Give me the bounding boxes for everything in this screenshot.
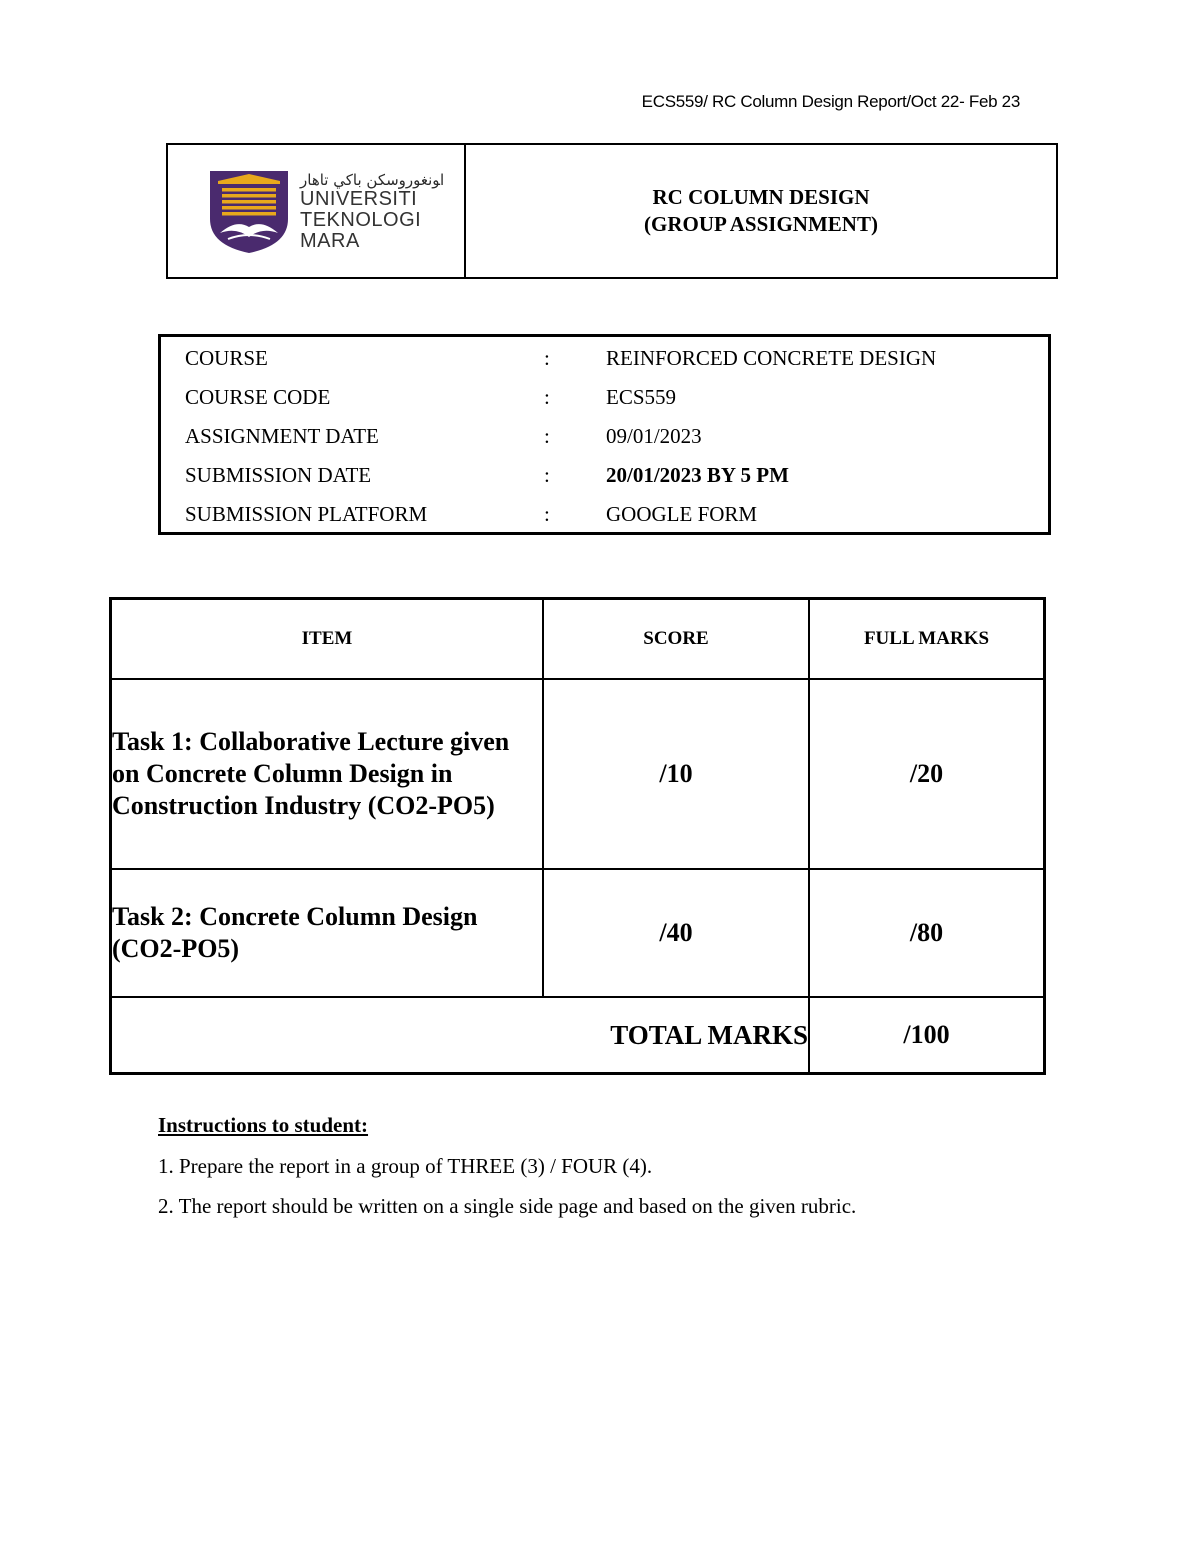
title-block <box>166 143 1058 279</box>
heading-line-1: RC COLUMN DESIGN <box>652 185 870 209</box>
logo-line-1: UNIVERSITI <box>300 187 418 210</box>
column-header-item: ITEM <box>111 599 544 680</box>
logo-cell <box>168 145 466 277</box>
instructions-section <box>158 1110 856 1231</box>
running-header: ECS559/ RC Column Design Report/Oct 22- Feb 23 <box>641 92 1020 111</box>
logo-line-3: MARA <box>300 229 360 252</box>
total-marks-value: /100 <box>809 997 1045 1074</box>
column-header-full-marks: FULL MARKS <box>809 599 1045 680</box>
full-marks-cell: /80 <box>809 869 1045 997</box>
info-label: COURSE <box>185 346 268 370</box>
info-label: SUBMISSION PLATFORM <box>185 502 428 526</box>
info-value: ECS559 <box>606 385 677 409</box>
info-value: 09/01/2023 <box>606 424 702 448</box>
instructions-title: Instructions to student: <box>158 1113 369 1137</box>
instruction-item: 2. The report should be written on a single side page and based on the given rubric. <box>158 1194 857 1218</box>
logo-jawi-text: ﺍﻮﻧﻐﻮﺭﻭﺳﻜﻦ ﺑﺎﻛﻲ ﺗﺎﻫﺎﺭ <box>300 170 445 189</box>
info-label: SUBMISSION DATE <box>185 463 372 487</box>
info-row-submission-platform <box>161 499 1048 538</box>
column-header-score: SCORE <box>543 599 809 680</box>
info-value: 20/01/2023 BY 5 PM <box>606 463 789 487</box>
table-header-row <box>111 599 1045 680</box>
info-colon: : <box>544 385 550 409</box>
logo-line-2: TEKNOLOGI <box>300 208 422 231</box>
info-colon: : <box>544 424 550 448</box>
table-row <box>111 869 1045 997</box>
heading-line-2: (GROUP ASSIGNMENT) <box>644 212 878 236</box>
task-item-cell: Task 2: Concrete Column Design (CO2-PO5) <box>111 869 544 997</box>
logo-wordmark <box>300 171 444 252</box>
score-cell: /40 <box>543 869 809 997</box>
info-value: REINFORCED CONCRETE DESIGN <box>606 346 937 370</box>
info-label: ASSIGNMENT DATE <box>185 424 379 448</box>
score-cell: /10 <box>543 679 809 869</box>
info-row-course-code <box>161 382 1048 421</box>
info-colon: : <box>544 502 550 526</box>
marks-table <box>109 597 1046 1075</box>
info-label: COURSE CODE <box>185 385 331 409</box>
full-marks-cell: /20 <box>809 679 1045 869</box>
task-item-cell: Task 1: Collaborative Lecture given on Concrete Column Design in Construction Industry (CO2-PO5) <box>111 679 544 869</box>
uitm-logo <box>206 167 444 255</box>
info-colon: : <box>544 346 550 370</box>
total-row <box>111 997 1045 1074</box>
info-value: GOOGLE FORM <box>606 502 758 526</box>
info-colon: : <box>544 463 550 487</box>
course-info-box <box>158 334 1051 535</box>
info-row-course <box>161 343 1048 382</box>
table-row <box>111 679 1045 869</box>
total-marks-label: TOTAL MARKS <box>111 997 810 1074</box>
instruction-item: 1. Prepare the report in a group of THREE (3) / FOUR (4). <box>158 1154 653 1178</box>
uitm-crest-icon <box>206 167 292 255</box>
document-heading <box>466 145 1056 277</box>
info-row-submission-date <box>161 460 1048 499</box>
info-row-assignment-date <box>161 421 1048 460</box>
